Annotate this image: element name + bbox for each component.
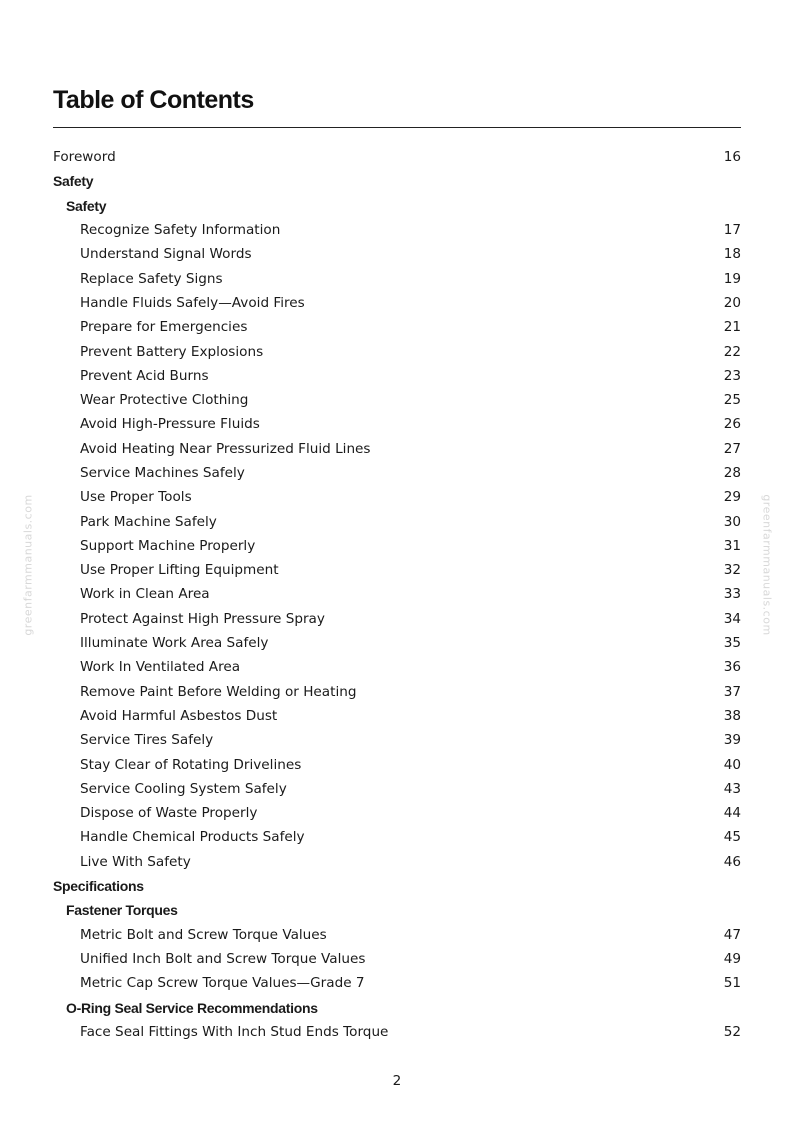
toc-entry[interactable] (53, 145, 741, 169)
toc-entry[interactable] (53, 923, 741, 947)
toc-entry-label: Support Machine Properly (80, 537, 256, 554)
toc-entry[interactable] (53, 680, 741, 704)
toc-entry[interactable] (53, 388, 741, 412)
toc-entry-page: 21 (723, 319, 741, 336)
toc-entry-label: Stay Clear of Rotating Drivelines (80, 756, 302, 773)
toc-entry[interactable] (53, 728, 741, 752)
toc-entry[interactable] (53, 971, 741, 995)
toc-entry-page: 23 (723, 367, 741, 384)
toc-entry[interactable] (53, 947, 741, 971)
toc-entry-page: 45 (723, 829, 741, 846)
toc-entry-label: Fastener Torques (66, 902, 178, 919)
toc-entry[interactable] (53, 509, 741, 533)
toc-entry-label: Handle Chemical Products Safely (80, 829, 305, 846)
toc-entry-label: Safety (66, 197, 107, 214)
toc-entry-label: Protect Against High Pressure Spray (80, 610, 325, 627)
toc-entry-label: Avoid Heating Near Pressurized Fluid Lines (80, 440, 371, 457)
toc-entry-page: 25 (723, 392, 741, 409)
toc-entry-page: 46 (723, 853, 741, 870)
toc-entry-label: Understand Signal Words (80, 246, 252, 263)
toc-entry-label: Service Machines Safely (80, 465, 245, 481)
toc-entry[interactable] (53, 752, 741, 776)
toc-entry-label: Prevent Battery Explosions (80, 343, 264, 360)
toc-entry-label: Unified Inch Bolt and Screw Torque Values (80, 950, 366, 967)
toc-entry[interactable] (53, 218, 741, 242)
toc-entry-label: Prepare for Emergencies (80, 319, 248, 336)
toc-entry-label: Use Proper Tools (80, 489, 192, 506)
toc-entry-page: 26 (723, 416, 741, 433)
toc-entry-label: Recognize Safety Information (80, 222, 281, 239)
toc-entry-label: Wear Protective Clothing (80, 392, 249, 409)
toc-entry-page: 33 (723, 586, 741, 603)
toc-entry-page: 28 (723, 465, 741, 481)
toc-entry-page: 22 (723, 343, 741, 360)
toc-entry[interactable] (53, 291, 741, 315)
toc-entry-label: Remove Paint Before Welding or Heating (80, 683, 357, 700)
toc-entry-page: 16 (723, 149, 741, 166)
toc-entry-page: 49 (723, 950, 741, 967)
toc-entry-label: Work In Ventilated Area (80, 659, 241, 676)
toc-entry-page: 34 (723, 610, 741, 627)
toc-section-heading[interactable] (53, 874, 741, 898)
title-divider (53, 127, 741, 128)
toc-entry-label: Work in Clean Area (80, 586, 210, 603)
toc-entry[interactable] (53, 631, 741, 655)
toc-entry-page: 19 (723, 270, 741, 287)
toc-entry-page: 39 (723, 732, 741, 749)
watermark-left: greenfarmmanuals.com (21, 494, 35, 636)
toc-entry-label: Handle Fluids Safely—Avoid Fires (80, 294, 305, 311)
toc-entry[interactable] (53, 582, 741, 606)
toc-section-heading[interactable] (53, 995, 741, 1019)
toc-entry-label: Service Tires Safely (80, 732, 214, 749)
toc-entry[interactable] (53, 607, 741, 631)
toc-entry-label: Face Seal Fittings With Inch Stud Ends Torque (80, 1023, 389, 1040)
toc-entry[interactable] (53, 315, 741, 339)
toc-entry-label: Specifications (53, 878, 144, 895)
toc-entry[interactable] (53, 777, 741, 801)
toc-entry-label: Prevent Acid Burns (80, 367, 209, 384)
toc-entry-label: Safety (53, 173, 94, 190)
toc-entry-page: 29 (723, 489, 741, 506)
toc-entry[interactable] (53, 485, 741, 509)
page-title: Table of Contents (53, 86, 254, 114)
toc-entry[interactable] (53, 437, 741, 461)
toc-section-heading[interactable] (53, 898, 741, 922)
toc-entry-page: 31 (723, 537, 741, 554)
toc-entry[interactable] (53, 801, 741, 825)
toc-entry-label: Dispose of Waste Properly (80, 805, 258, 822)
toc-entry[interactable] (53, 825, 741, 849)
toc-entry-page: 38 (723, 707, 741, 724)
toc-entry-page: 17 (723, 222, 741, 239)
toc-entry-label: Foreword (53, 149, 116, 166)
toc-entry[interactable] (53, 242, 741, 266)
toc-entry-page: 36 (723, 659, 741, 676)
toc-entry-page: 51 (723, 975, 741, 992)
toc-entry-page: 35 (723, 635, 741, 652)
toc-entry-label: Metric Cap Screw Torque Values—Grade 7 (80, 975, 365, 992)
toc-list (53, 145, 741, 1044)
toc-section-heading[interactable] (53, 194, 741, 218)
toc-entry[interactable] (53, 266, 741, 290)
toc-entry-label: Use Proper Lifting Equipment (80, 562, 279, 579)
page-number: 2 (392, 1073, 402, 1089)
toc-entry[interactable] (53, 364, 741, 388)
toc-entry-page: 32 (723, 562, 741, 579)
toc-entry-label: Metric Bolt and Screw Torque Values (80, 926, 327, 943)
toc-entry-page: 43 (723, 780, 741, 797)
toc-entry-page: 37 (723, 683, 741, 700)
toc-entry-page: 52 (723, 1023, 741, 1040)
toc-entry-page: 40 (723, 756, 741, 773)
toc-entry-label: Avoid Harmful Asbestos Dust (80, 707, 278, 724)
toc-entry[interactable] (53, 655, 741, 679)
toc-entry-page: 18 (723, 246, 741, 263)
toc-entry[interactable] (53, 704, 741, 728)
toc-section-heading[interactable] (53, 169, 741, 193)
toc-entry[interactable] (53, 1020, 741, 1044)
watermark-right: greenfarmmanuals.com (760, 494, 774, 636)
toc-entry-page: 47 (723, 926, 741, 943)
toc-entry-label: Live With Safety (80, 853, 191, 870)
toc-entry-label: Illuminate Work Area Safely (80, 635, 269, 652)
toc-entry-page: 27 (723, 440, 741, 457)
toc-entry-label: O-Ring Seal Service Recommendations (66, 999, 318, 1016)
toc-entry[interactable] (53, 850, 741, 874)
toc-entry-label: Service Cooling System Safely (80, 780, 287, 797)
toc-entry-page: 44 (723, 805, 741, 822)
toc-entry[interactable] (53, 558, 741, 582)
toc-entry[interactable] (53, 412, 741, 436)
toc-entry[interactable] (53, 339, 741, 363)
toc-entry[interactable] (53, 534, 741, 558)
toc-entry-label: Park Machine Safely (80, 513, 217, 530)
toc-entry-label: Avoid High-Pressure Fluids (80, 416, 260, 433)
toc-entry-page: 30 (723, 513, 741, 530)
toc-entry-label: Replace Safety Signs (80, 270, 223, 287)
toc-entry-page: 20 (723, 294, 741, 311)
toc-entry[interactable] (53, 461, 741, 485)
